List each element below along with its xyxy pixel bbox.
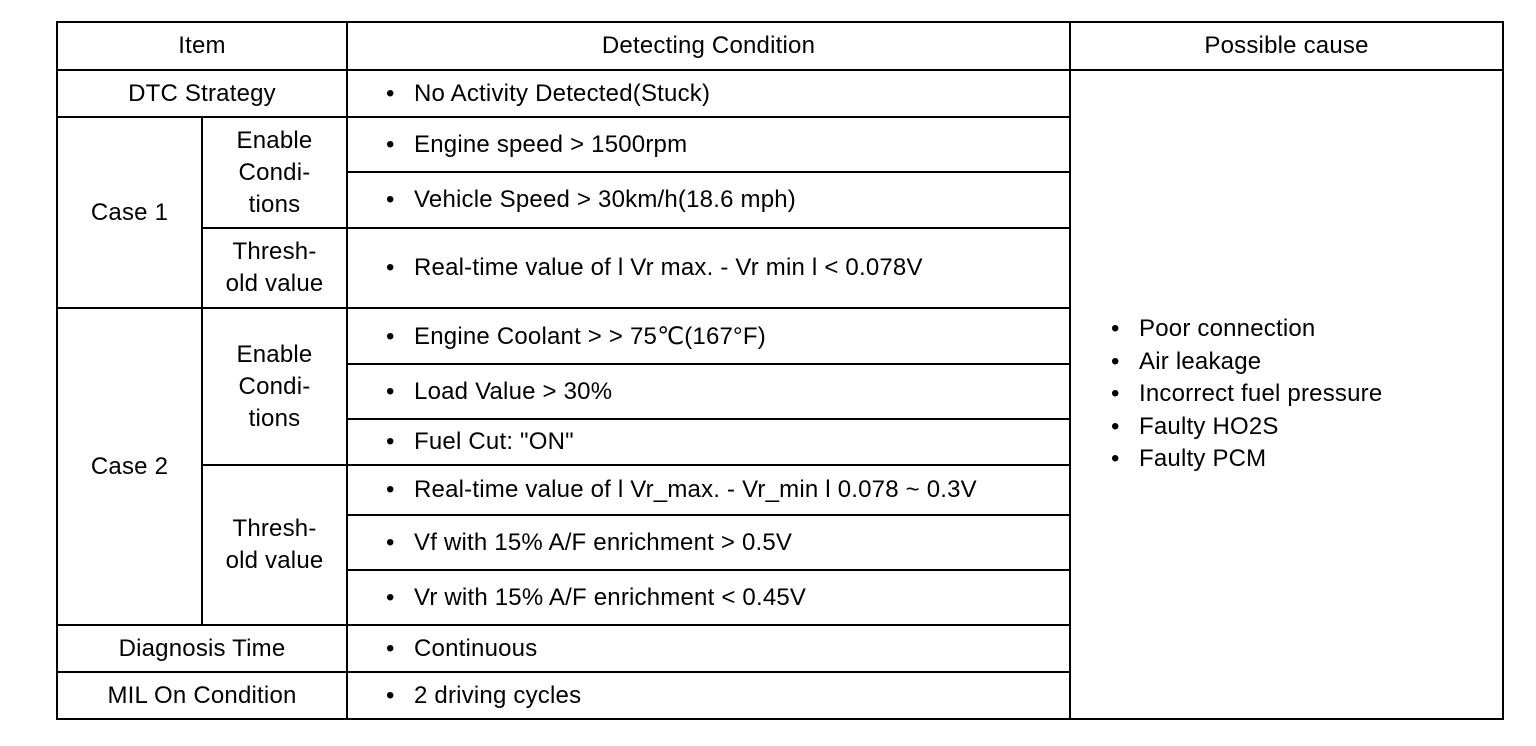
bullet-icon: • (386, 428, 395, 455)
bullet-icon: • (386, 130, 395, 158)
cause-item (1111, 443, 1502, 476)
row-label-mil-on-condition: MIL On Condition (57, 672, 347, 719)
possible-cause-cell (1070, 70, 1503, 719)
cause-text: Poor connection (1139, 315, 1316, 343)
bullet-icon: • (1111, 412, 1120, 440)
condition-text: No Activity Detected(Stuck) (414, 79, 711, 107)
table-header-row (57, 22, 1503, 70)
condition-text: Load Value > 30% (414, 377, 613, 405)
condition-cell (347, 570, 1070, 625)
cause-text: Faulty PCM (1139, 445, 1267, 473)
condition-cell (347, 172, 1070, 228)
cause-item (1111, 346, 1502, 379)
condition-cell (347, 672, 1070, 719)
table-row (57, 70, 1503, 117)
cause-item (1111, 411, 1502, 444)
condition-text: Real-time value of l Vr max. - Vr min l < 0.078V (414, 254, 923, 281)
condition-text: Vf with 15% A/F enrichment > 0.5V (414, 528, 793, 556)
cause-text: Air leakage (1139, 347, 1262, 375)
condition-cell (347, 364, 1070, 419)
bullet-icon: • (386, 681, 395, 709)
condition-text: Vehicle Speed > 30km/h(18.6 mph) (414, 186, 796, 213)
bullet-icon: • (386, 79, 395, 107)
condition-text: Vr with 15% A/F enrichment < 0.45V (414, 583, 807, 611)
row-label-dtc-strategy: DTC Strategy (57, 70, 347, 117)
dtc-spec-table (56, 21, 1504, 720)
condition-text: Engine Coolant > > 75℃(167°F) (414, 322, 766, 350)
bullet-icon: • (1111, 315, 1120, 343)
bullet-icon: • (386, 528, 395, 556)
bullet-icon: • (386, 476, 395, 503)
cause-text: Faulty HO2S (1139, 412, 1279, 440)
cause-item (1111, 378, 1502, 411)
bullet-icon: • (386, 254, 395, 281)
bullet-icon: • (386, 377, 395, 405)
condition-cell (347, 419, 1070, 465)
row-label-case-2: Case 2 (57, 308, 202, 625)
condition-cell (347, 515, 1070, 570)
threshold-value-label: Thresh- old value (202, 228, 347, 308)
header-item: Item (57, 22, 347, 70)
bullet-icon: • (1111, 347, 1120, 375)
bullet-icon: • (386, 186, 395, 213)
condition-cell (347, 70, 1070, 117)
row-label-case-1: Case 1 (57, 117, 202, 308)
header-possible-cause: Possible cause (1070, 22, 1503, 70)
bullet-icon: • (1111, 380, 1120, 408)
enable-conditions-label: Enable Condi- tions (202, 308, 347, 465)
bullet-icon: • (386, 322, 395, 350)
condition-text: Real-time value of l Vr_max. - Vr_min l 0.078 ~ 0.3V (414, 476, 977, 503)
cause-text: Incorrect fuel pressure (1139, 380, 1383, 408)
condition-cell (347, 228, 1070, 308)
condition-cell (347, 465, 1070, 515)
condition-text: Fuel Cut: "ON" (414, 428, 574, 455)
bullet-icon: • (1111, 445, 1120, 473)
bullet-icon: • (386, 583, 395, 611)
condition-text: 2 driving cycles (414, 681, 582, 709)
threshold-value-label: Thresh- old value (202, 465, 347, 625)
header-detecting-condition: Detecting Condition (347, 22, 1070, 70)
condition-text: Engine speed > 1500rpm (414, 130, 688, 158)
condition-text: Continuous (414, 634, 538, 662)
bullet-icon: • (386, 634, 395, 662)
condition-cell (347, 117, 1070, 172)
enable-conditions-label: Enable Condi- tions (202, 117, 347, 228)
cause-item (1111, 313, 1502, 346)
condition-cell (347, 625, 1070, 672)
condition-cell (347, 308, 1070, 364)
row-label-diagnosis-time: Diagnosis Time (57, 625, 347, 672)
